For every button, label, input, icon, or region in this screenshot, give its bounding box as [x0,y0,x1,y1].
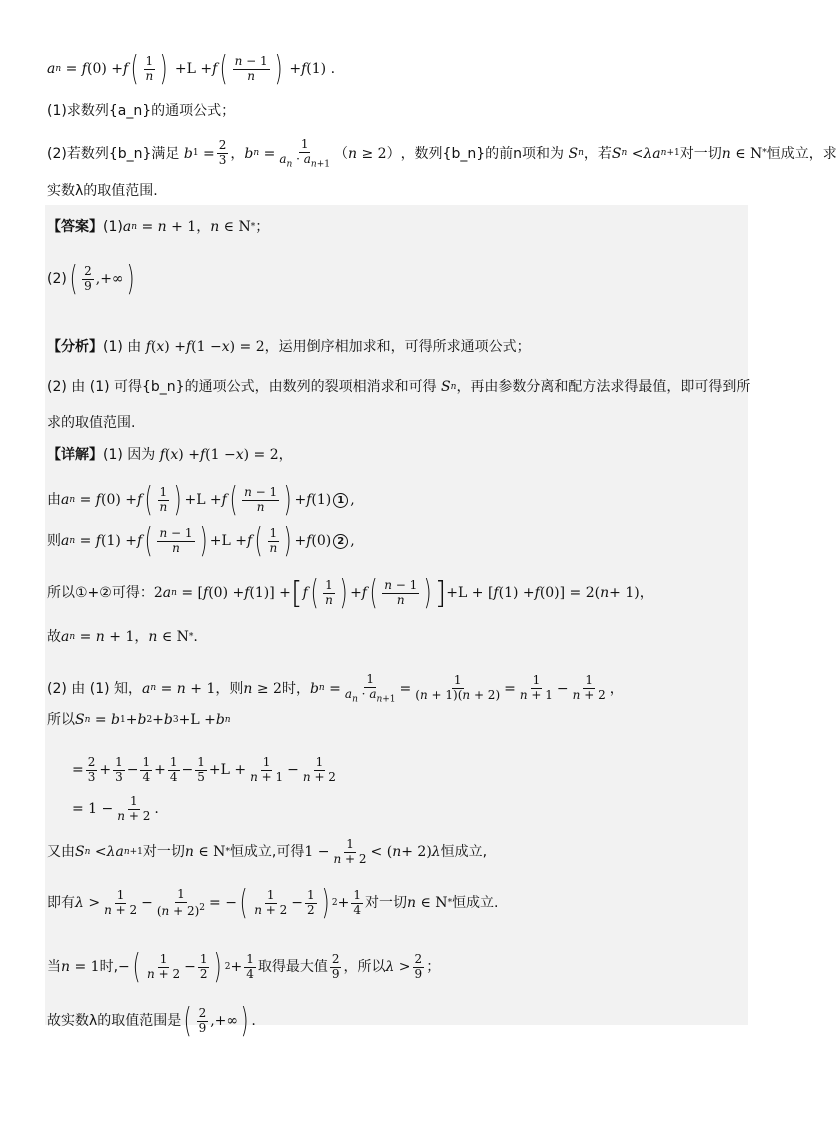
detail-line-5: 故 a n = n + 1 ， n ∈ N * . [47,629,198,645]
detail-line-7: 所以 S n = b 1 + b 2 + b 3 + L + b n [47,712,231,728]
detail-line-2: 由 a n = f (0) + f ( $\frac{1}{n}$ ) + L + f ( $\frac{n - 1}{n}$ ) + f (1) 1 , [47,480,355,520]
analysis-line-1: 【分析】 (1) 由 f ( x ) + f (1 − x ) = 2 ，运用倒序相加求和，可得所求通项公式； [47,339,531,355]
problem-part2: (2)若数列{b_n}满足 b 1 = $\frac{2}{3}$ ， b n = $\frac{1}{a_n \cdot a_{n+1}}$ （ n ≥ 2 ） ，数列{b_n}的前n项和为 S n ，若 S n < λa n +1 对一切 n ∈ N * 恒成立，求 [47,137,837,170]
analysis-line-3: 求的取值范围. [47,415,136,431]
detail-line-10: 又由 S n < λa n +1 对一切 n ∈ N * 恒成立,可得 1 − $\frac{1}{n + 2}$ < ( n + 2) λ 恒成立, [47,837,488,866]
detail-line-6: (2) 由 (1) 知， a n = n + 1 ，则 n ≥ 2 时， b n = $\frac{1}{a_n \cdot a_{n+1}}$ = $\frac{1}{(n + 1)(n + 2)}$ = $\frac{1}{n + 1}$ − $\frac{1}{n + 2}$ ， [47,672,624,705]
detail-line-8: = $\frac{2}{3}$ + $\frac{1}{3}$ − $\frac{1}{4}$ + $\frac{1}{4}$ − $\frac{1}{5}$ + L + $\frac{1}{n + 1}$ − $\frac{1}{n + 2}$ [72,755,336,784]
detail-line-11: 即有 λ > $\frac{1}{n + 2}$ − $\frac{1}{(n + 2)^2}$ = − ( $\frac{1}{n + 2}$ − $\frac{1}{2}$ ) 2 + $\frac{1}{4}$ 对一切 n ∈ N * 恒成立. [47,883,499,923]
analysis-line-2: (2) 由 (1) 可得{b_n}的通项公式，由数列的裂项相消求和可得 S n ，再由参数分离和配方法求得最值，即可得到所 [47,379,751,395]
answer-line-1: 【答案】 (1) a n = n + 1 ， n ∈ N * ； [47,219,270,235]
problem-definition: a n = f (0) + f ( $\frac{1}{n}$ ) + L + f ( $\frac{n - 1}{n}$ ) + f (1) . [47,49,336,89]
answer-line-2: (2) ( $\frac{2}{9}$ ,+∞ ) [47,259,135,299]
problem-part2-cont: 实数λ的取值范围. [47,183,158,199]
problem-part1: (1)求数列{a_n}的通项公式； [47,103,236,119]
detail-line-1: 【详解】 (1) 因为 f ( x ) + f (1 − x ) = 2 ， [47,447,293,463]
detail-line-3: 则 a n = f (1) + f ( $\frac{n - 1}{n}$ ) + L + f ( $\frac{1}{n}$ ) + f (0) 2 , [47,521,355,561]
detail-line-4: 所以①+②可得： 2 a n = [ f (0) + f (1)] + [ f ( $\frac{1}{n}$ ) + f ( $\frac{n - 1}{n}$ ) ] + L + [ f (1) + f (0)] = 2( n + 1) ， [47,573,654,613]
detail-line-9: = 1 − $\frac{1}{n + 2}$ . [72,794,159,823]
detail-line-13: 故实数λ的取值范围是 ( $\frac{2}{9}$ ,+∞ ) . [47,1001,256,1041]
detail-line-12: 当 n = 1 时, − ( $\frac{1}{n + 2}$ − $\frac{1}{2}$ ) 2 + $\frac{1}{4}$ 取得最大值 $\frac{2}{9}$ ，所以 λ > $\frac{2}{9}$ ； [47,947,441,987]
